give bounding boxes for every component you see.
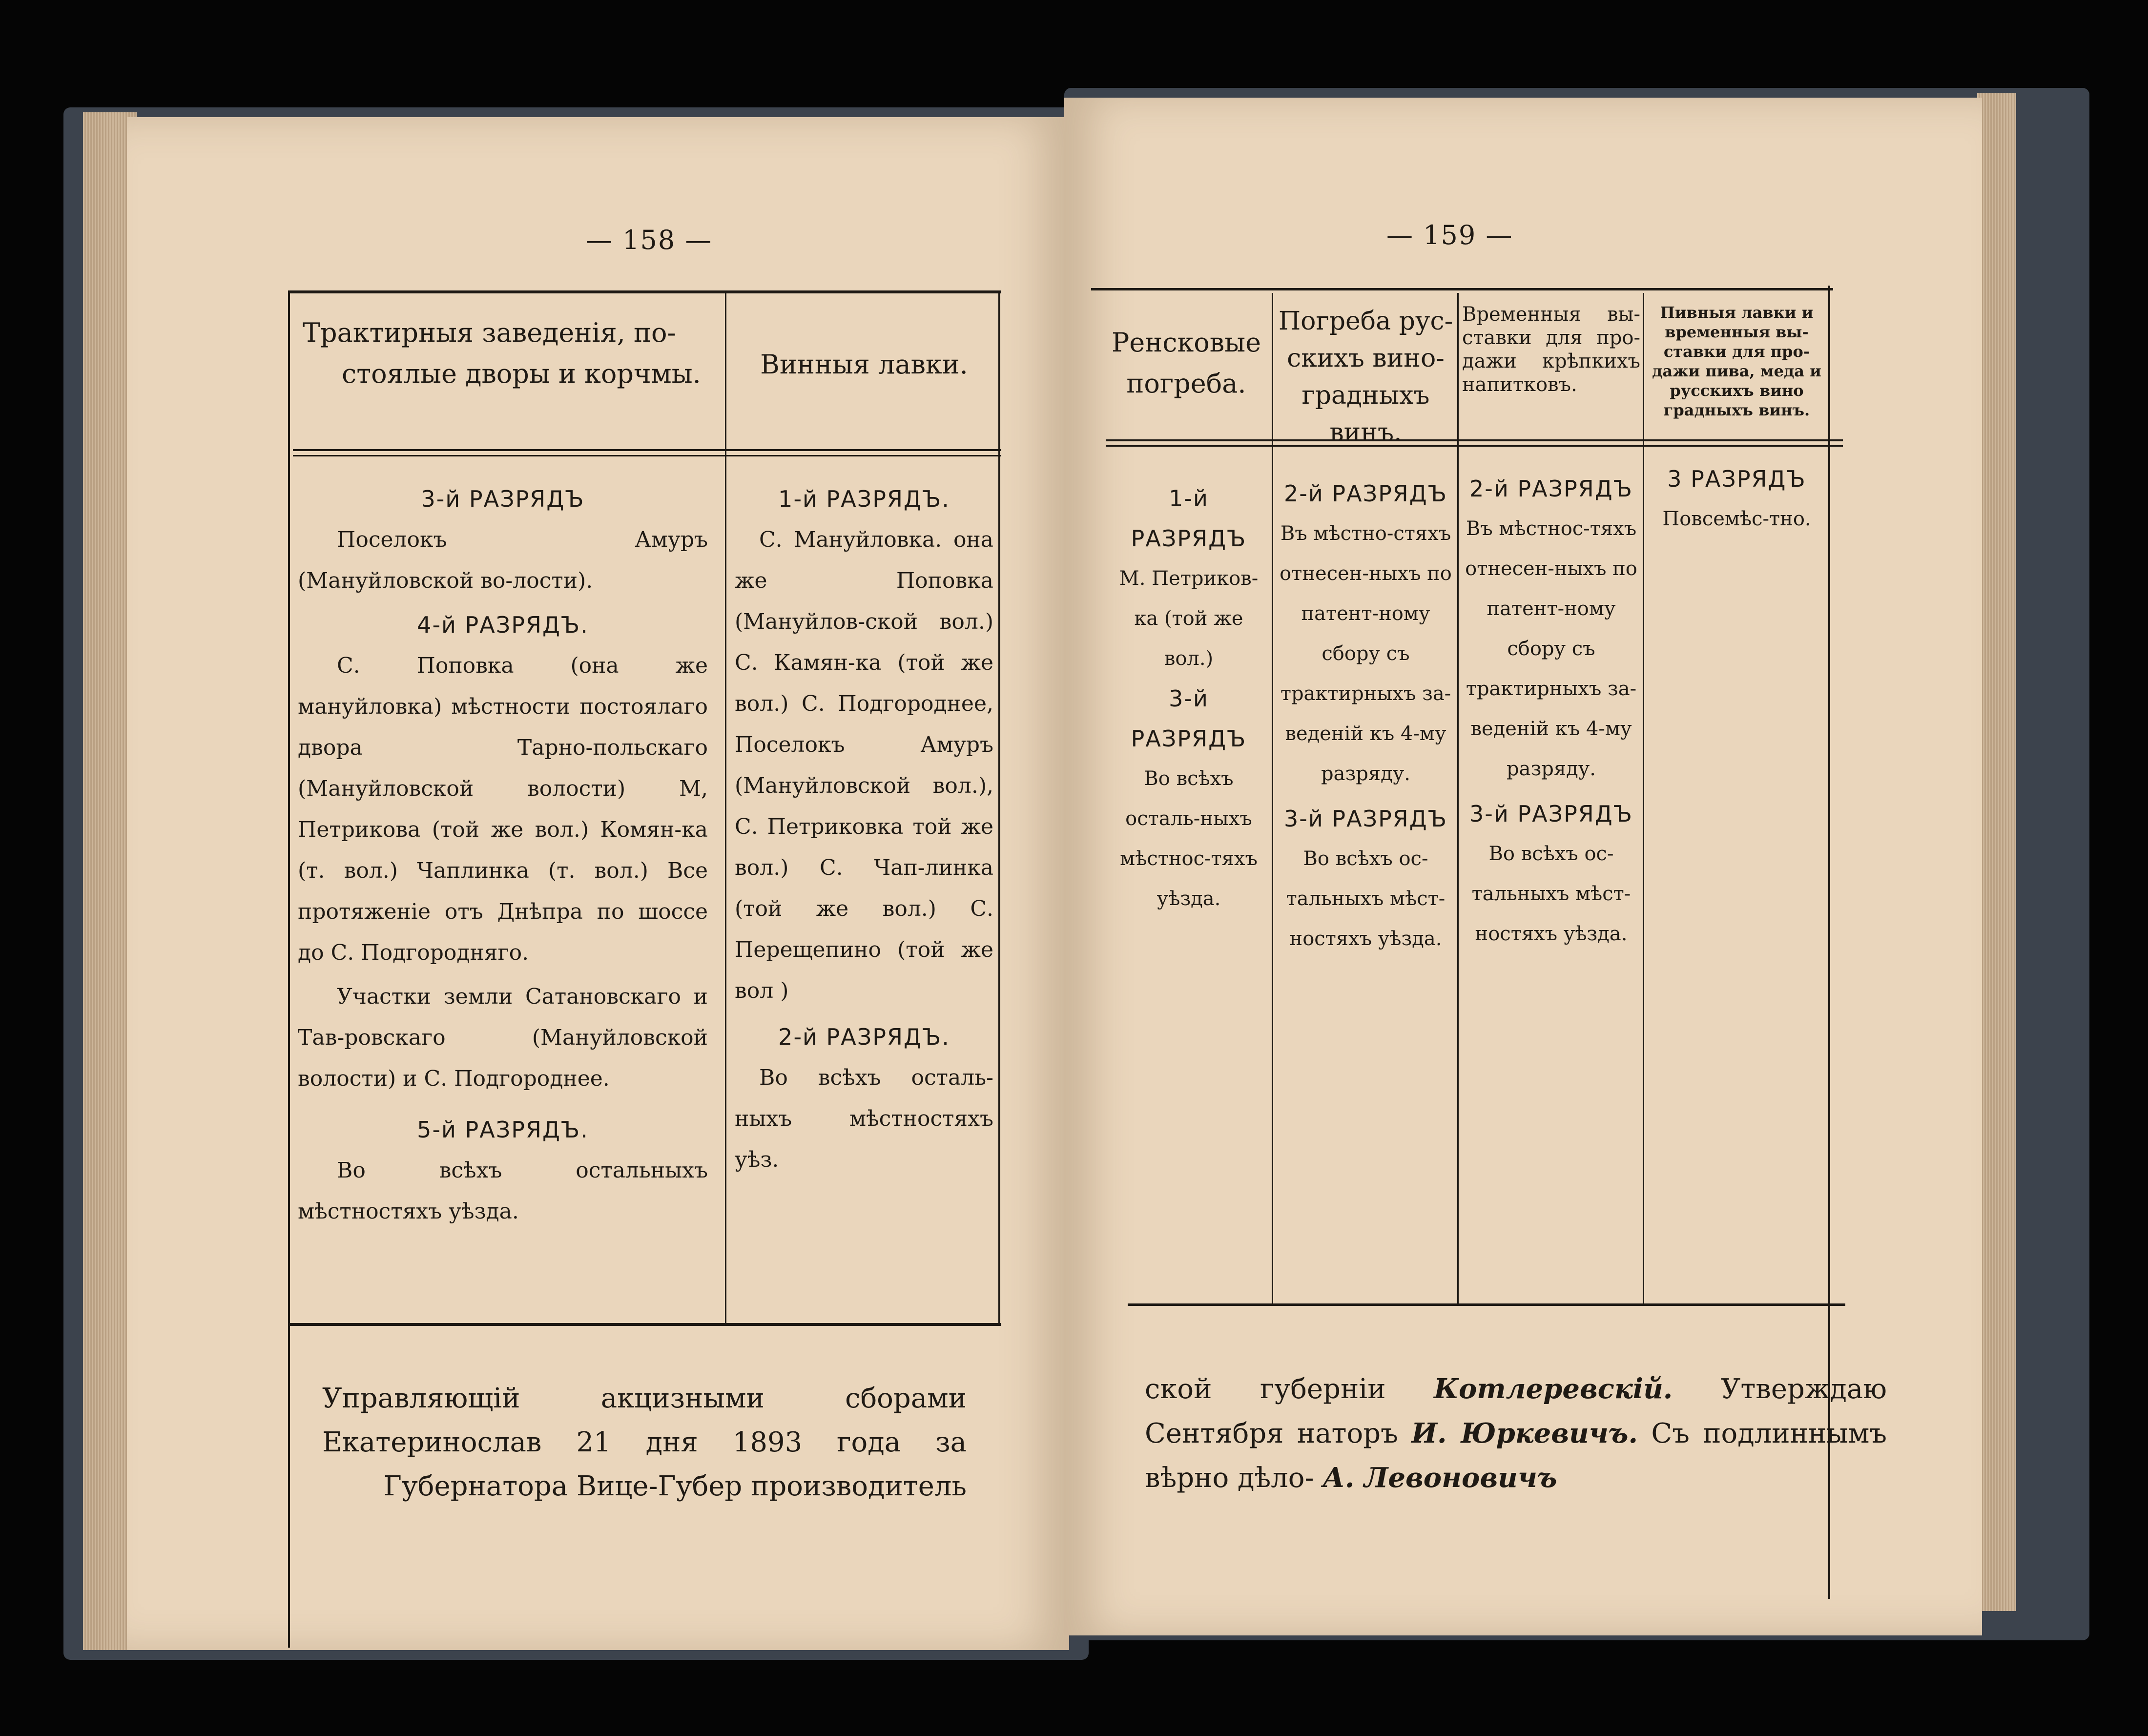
column-header: Временныя вы-ставки для про-дажи крѣпкихъ напитковъ. xyxy=(1462,303,1640,396)
footer-fragment: Съ подлиннымъ вѣрно дѣло- xyxy=(1145,1418,1887,1494)
column-divider xyxy=(1272,293,1273,1303)
table-header-rule xyxy=(1106,439,1843,441)
signature: И. Юркевичъ. xyxy=(1411,1417,1638,1449)
page-number: — 159 — xyxy=(1386,220,1513,250)
page-edges-right xyxy=(1977,93,2016,1611)
table-cell xyxy=(1650,459,1823,539)
page-number: — 158 — xyxy=(586,225,713,255)
table-cell xyxy=(1465,469,1638,954)
column-divider xyxy=(1457,293,1459,1303)
cell-text: Поселокъ Амуръ (Мануйловской во-лости). xyxy=(298,527,708,593)
column-header: Винныя лавки. xyxy=(760,349,968,380)
cell-text: М. Петриков-ка (той же вол.) xyxy=(1119,567,1259,670)
rank-heading: 2-й РАЗРЯДЪ xyxy=(1283,480,1447,507)
rank-heading: 3-й РАЗРЯДЪ xyxy=(421,486,585,512)
rank-heading: 3 РАЗРЯДЪ xyxy=(1667,466,1806,492)
column-header-line: стоялые дворы и корчмы. xyxy=(342,358,701,389)
rank-heading: 2-й РАЗРЯДЪ xyxy=(1469,475,1633,502)
table-left-border xyxy=(288,290,290,1648)
rank-heading: 3-й РАЗРЯДЪ xyxy=(1283,806,1447,832)
signature: Котлеревскій. xyxy=(1434,1373,1673,1405)
column-divider xyxy=(725,293,726,1323)
right-page xyxy=(1064,98,1982,1635)
table-cell xyxy=(735,478,993,1180)
cell-text: Во всѣхъ ос-тальныхъ мѣст-ностяхъ уѣзда. xyxy=(1471,843,1631,945)
rank-heading: 2-й РАЗРЯДЪ. xyxy=(778,1024,950,1050)
cell-text: Участки земли Сатановскаго и Тав-ровскаго (Мануйловской волости) и С. Подгороднее. xyxy=(298,984,708,1091)
cell-text: Въ мѣстнос-тяхъ отнесен-ныхъ по патент-ному сбору съ трактирныхъ за-веденій къ 4-му разряду. xyxy=(1465,517,1637,780)
cell-text: С. Мануйловка. она же Поповка (Мануйлов-ской вол.) С. Камян-ка (той же вол.) С. Подгороднее, Поселокъ Амуръ (Мануйловской вол.), С. Петриковка той же вол.) С. Чап-линка (той же вол.) С. Перещепино (той же вол ) xyxy=(735,527,993,1003)
cell-text: Во всѣхъ осталь-ныхъ мѣстнос-тяхъ уѣзда. xyxy=(1120,767,1258,910)
table-cell xyxy=(298,478,708,1232)
table-bottom-rule xyxy=(288,1323,1001,1326)
footer-fragment: Утверждаю Сентября наторъ xyxy=(1145,1373,1887,1449)
cell-text: Во всѣхъ остальныхъ мѣстностяхъ уѣзда. xyxy=(298,1158,708,1224)
table-header-rule-2 xyxy=(293,455,1001,456)
column-divider xyxy=(1643,293,1644,1303)
cell-text: Повсемѣс-тно. xyxy=(1662,508,1811,530)
footer-fragment: ской губерніи xyxy=(1145,1373,1386,1405)
cell-text: Въ мѣстно-стяхъ отнесен-ныхъ по патент-ному сбору съ трактирныхъ за-веденій къ 4-му разряду. xyxy=(1280,522,1452,785)
table-right-border xyxy=(998,290,1000,1324)
rank-heading: 3-й РАЗРЯДЪ xyxy=(1469,801,1633,827)
rank-heading: 5-й РАЗРЯДЪ. xyxy=(417,1116,589,1143)
table-header-rule xyxy=(293,449,1001,451)
table-top-rule xyxy=(288,290,1001,293)
table-cell xyxy=(1279,474,1452,959)
rank-heading: 4-й РАЗРЯДЪ. xyxy=(417,612,589,638)
rank-heading: 1-й РАЗРЯДЪ xyxy=(1131,485,1247,552)
column-header: Пивныя лавки и временныя вы-ставки для про-дажи пива, меда и русскихъ вино градныхъ винъ. xyxy=(1652,303,1821,419)
table-bottom-rule xyxy=(1128,1303,1845,1306)
column-header xyxy=(303,312,713,394)
signature: А. Левоновичъ xyxy=(1322,1462,1557,1494)
cell-text: Во всѣхъ ос-тальныхъ мѣст-ностяхъ уѣзда. xyxy=(1286,847,1446,950)
rank-heading: 1-й РАЗРЯДЪ. xyxy=(778,486,950,512)
left-page xyxy=(127,117,1069,1650)
table-header-rule-2 xyxy=(1106,445,1843,447)
column-header-line: Трактирныя заведенія, по- xyxy=(303,317,676,348)
cell-text: Во всѣхъ осталь-ныхъ мѣстностяхъ уѣз. xyxy=(735,1065,993,1172)
footer-text: Управляющій акцизными сборами Екатеринослав 21 дня 1893 года за Губернатора Вице-Губер производитель xyxy=(322,1383,967,1502)
table-cell xyxy=(1111,478,1267,919)
column-header: Ренсковые погреба. xyxy=(1111,327,1261,399)
cell-text: С. Поповка (она же мануйловка) мѣстности постоялаго двора Тарно-польскаго (Мануйловской волости) М, Петрикова (той же вол.) Комян-ка (т. вол.) Чаплинка (т. вол.) Все протяженіе отъ Днѣпра по шоссе до С. Подгородняго. xyxy=(298,653,708,965)
table-top-rule xyxy=(1091,288,1833,290)
footer-text xyxy=(1145,1367,1887,1500)
rank-heading: 3-й РАЗРЯДЪ xyxy=(1131,685,1247,752)
column-header: Погреба рус-скихъ вино-градныхъ винъ. xyxy=(1278,307,1453,447)
